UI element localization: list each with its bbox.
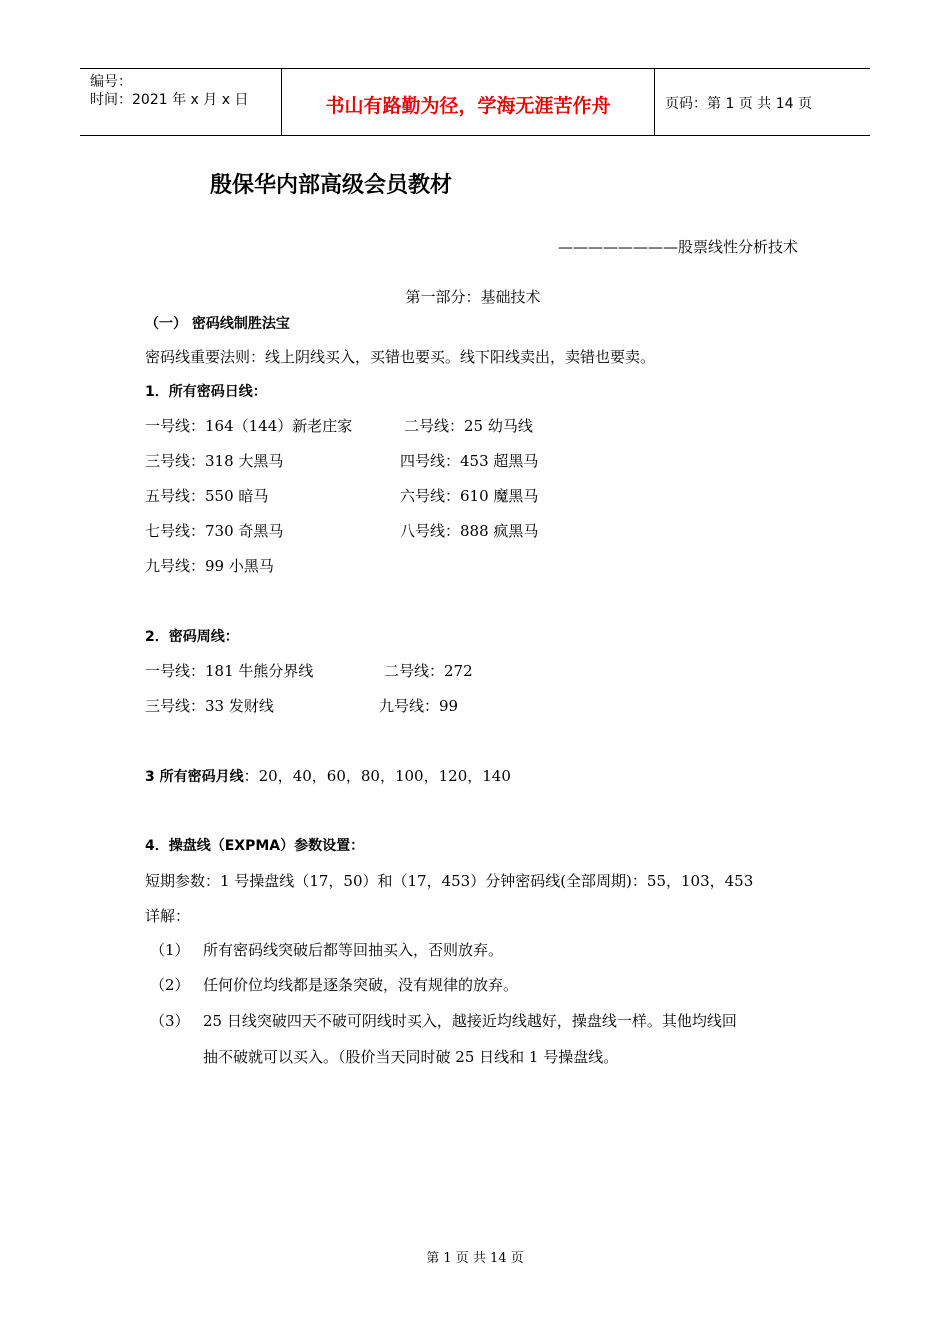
header-table [80, 68, 870, 136]
daily-row-5-left: 九号线：99 小黑马 [145, 557, 274, 575]
time-label: 时间：2021 年 x 月 x 日 [90, 92, 249, 108]
part-title: 第一部分：基础技术 [405, 288, 541, 306]
document-subtitle: ————————股票线性分析技术 [557, 238, 798, 256]
weekly-row-1-right: 二号线：272 [384, 662, 473, 680]
weekly-row-2-right: 九号线：99 [379, 697, 459, 715]
expma-detail-label: 详解： [145, 907, 191, 925]
daily-row-4-right: 八号线：888 疯黑马 [400, 522, 539, 540]
header-motto-cell [281, 69, 655, 135]
section1-rule: 密码线重要法则：线上阴线买入，买错也要买。线下阳线卖出，卖错也要卖。 [145, 348, 656, 366]
detail-item-1-text: 所有密码线突破后都等回抽买入，否则放弃。 [203, 941, 504, 959]
daily-row-2-left: 三号线：318 大黑马 [145, 452, 284, 470]
monthly-line [145, 765, 511, 786]
page-footer: 第 1 页 共 14 页 [426, 1251, 524, 1266]
detail-item-3-num: （3） [150, 1012, 190, 1030]
daily-row-3-right: 六号线：610 魔黑马 [400, 487, 539, 505]
weekly-heading: 2．密码周线： [145, 629, 239, 645]
detail-item-2-text: 任何价位均线都是逐条突破，没有规律的放弃。 [203, 976, 519, 994]
detail-item-2-num: （2） [150, 976, 190, 994]
weekly-row-2-left: 三号线：33 发财线 [145, 697, 274, 715]
daily-row-1-left: 一号线：164（144）新老庄家 [145, 417, 353, 435]
daily-row-3-left: 五号线：550 暗马 [145, 487, 269, 505]
motto-text: 书山有路勤为径，学海无涯苦作舟 [325, 94, 611, 117]
daily-row-1-right: 二号线：25 幼马线 [404, 417, 533, 435]
header-left-cell [80, 69, 281, 135]
monthly-heading: 3 所有密码月线 [145, 769, 244, 785]
daily-row-4-left: 七号线：730 奇黑马 [145, 522, 284, 540]
document-title: 殷保华内部高级会员教材 [210, 173, 453, 198]
monthly-values: ：20，40，60，80，100，120，140 [243, 767, 511, 785]
daily-row-2-right: 四号线：453 超黑马 [400, 452, 539, 470]
weekly-row-1-left: 一号线：181 牛熊分界线 [145, 662, 314, 680]
section1-heading: （一） 密码线制胜法宝 [145, 316, 290, 332]
expma-short-params: 短期参数：1 号操盘线（17，50）和（17，453）分钟密码线(全部周期)：55，103，453 [145, 872, 754, 890]
expma-heading: 4．操盘线（EXPMA）参数设置： [145, 838, 365, 854]
detail-item-1-num: （1） [150, 941, 190, 959]
number-label: 编号： [90, 74, 132, 90]
daily-heading: 1．所有密码日线： [145, 384, 267, 400]
header-page-cell [655, 69, 870, 135]
detail-item-3-continued: 抽不破就可以买入。（股价当天同时破 25 日线和 1 号操盘线。 [203, 1048, 619, 1066]
page-label: 页码：第 1 页 共 14 页 [665, 96, 812, 112]
detail-item-3-text: 25 日线突破四天不破可阴线时买入，越接近均线越好，操盘线一样。其他均线回 [203, 1012, 737, 1030]
